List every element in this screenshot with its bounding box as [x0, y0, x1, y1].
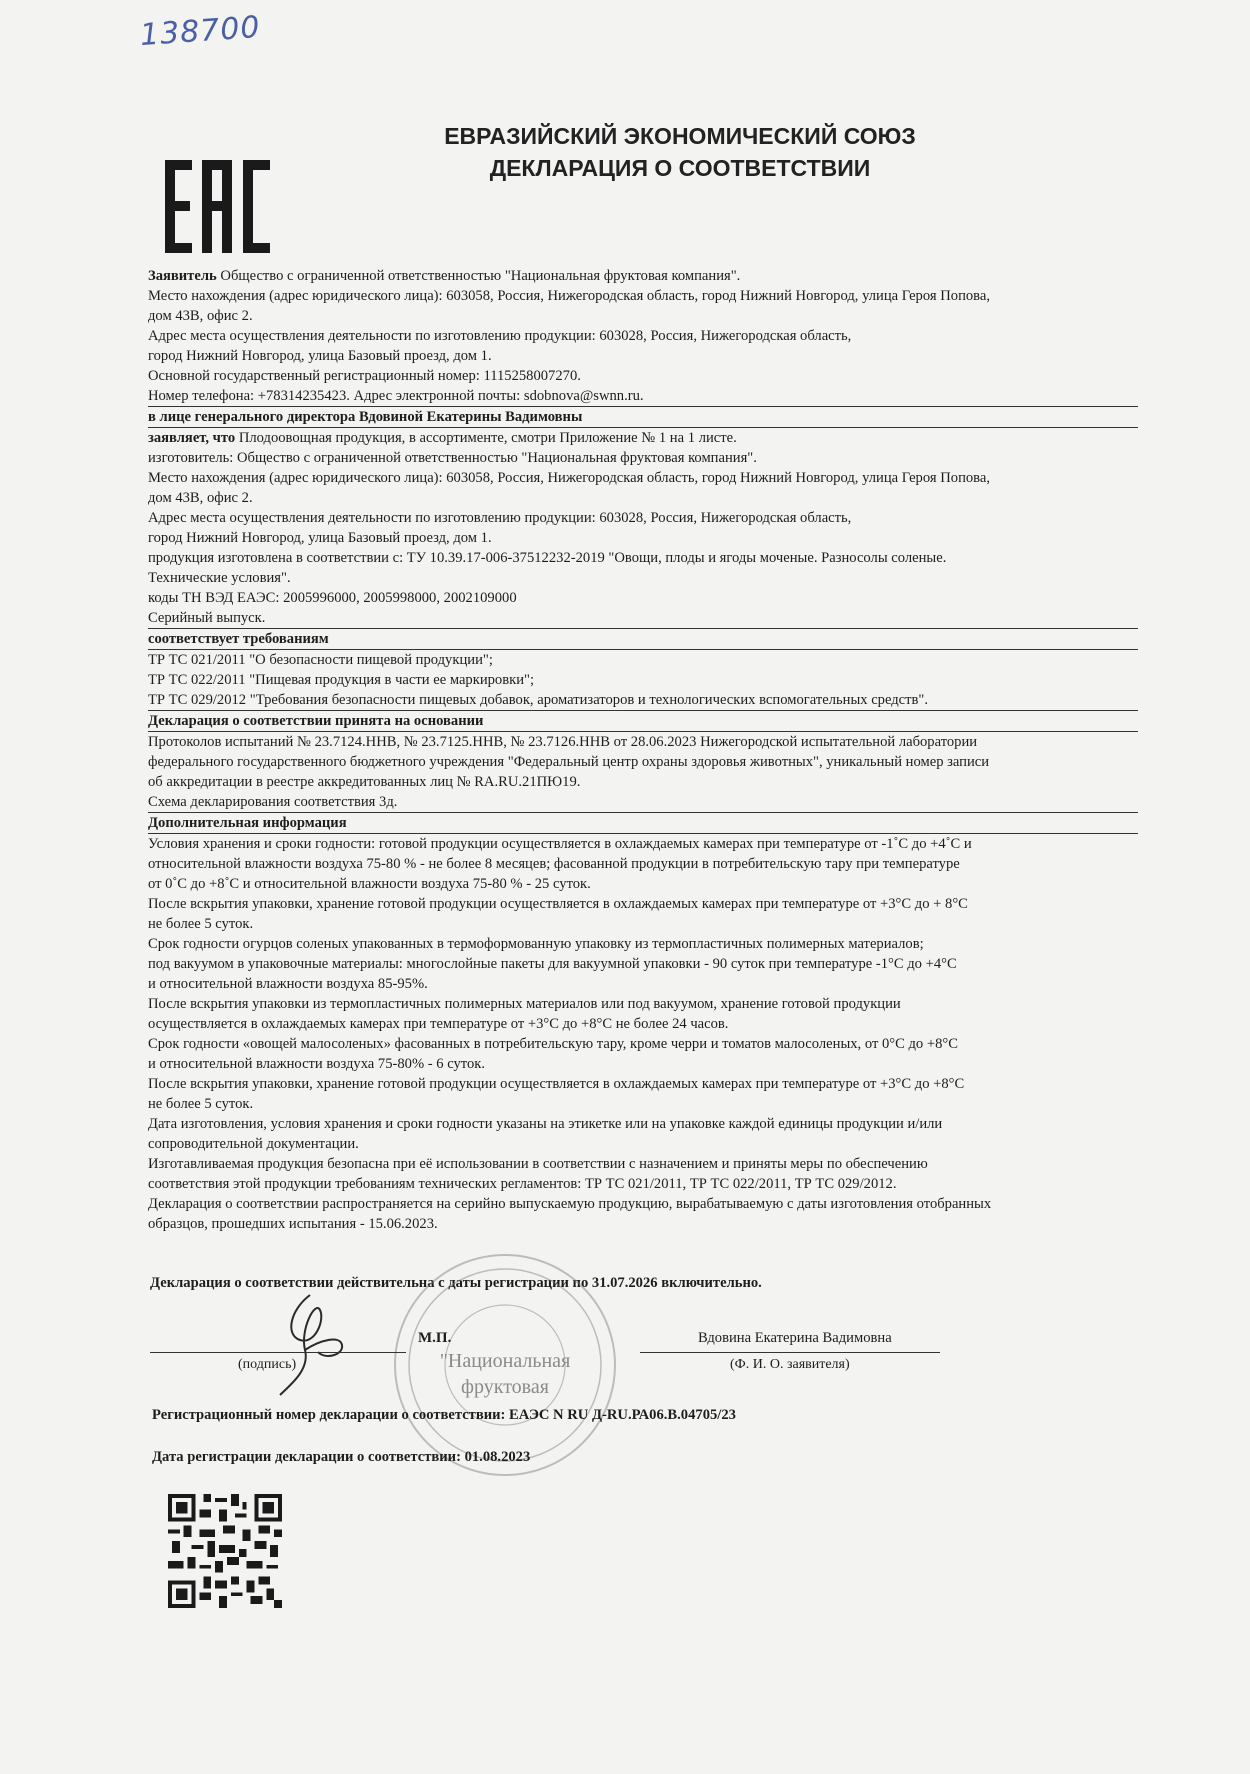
- applicant-activity-address-2: город Нижний Новгород, улица Базовый проезд, дом 1.: [148, 348, 492, 364]
- additional-info-line: сопроводительной документации.: [148, 1136, 359, 1152]
- applicant-contacts: Номер телефона: +78314235423. Адрес электронной почты: sdobnova@swnn.ru.: [148, 388, 644, 404]
- additional-info-line: соответствия этой продукции требованиям технических регламентов: ТР ТС 021/2011, ТР ТС 022/2011, ТР ТС 029/2012.: [148, 1176, 897, 1192]
- represented-by: в лице генерального директора Вдовиной Екатерины Вадимовны: [148, 406, 1138, 428]
- declaration-scheme: Схема декларирования соответствия 3д.: [148, 794, 398, 810]
- declaration-body: [148, 266, 1138, 1234]
- signature-line: [150, 1352, 406, 1353]
- declares-line: [148, 428, 1138, 448]
- manufacturer-legal-address-2: дом 43В, офис 2.: [148, 490, 253, 506]
- registration-date: Дата регистрации декларации о соответствии: 01.08.2023: [152, 1449, 531, 1465]
- additional-info-line: После вскрытия упаковки из термопластичных полимерных материалов или под вакуумом, хранение готовой продукции: [148, 996, 901, 1012]
- stamp-place-label: М.П.: [418, 1330, 452, 1346]
- manufacturer-activity-address-1: Адрес места осуществления деятельности по изготовлению продукции: 603028, Россия, Нижегородская область,: [148, 510, 852, 526]
- additional-info-line: Срок годности огурцов соленых упакованных в термоформованную упаковку из термопластичных полимерных материалов;: [148, 936, 924, 952]
- additional-info-line: относительной влажности воздуха 75-80 % - не более 8 месяцев; фасованной продукции в потребительскую тару при температуре: [148, 856, 960, 872]
- additional-info-line: После вскрытия упаковки, хранение готовой продукции осуществляется в охлаждаемых камерах при температуре от +3°С до +8°С: [148, 1076, 965, 1092]
- seal-text: [420, 1348, 590, 1400]
- declares-label: заявляет, что: [148, 430, 236, 446]
- additional-info-line: Дата изготовления, условия хранения и сроки годности указаны на этикетке или на упаковке каждой единицы продукции и/или: [148, 1116, 943, 1132]
- release-type: Серийный выпуск.: [148, 610, 266, 626]
- additional-info-line: После вскрытия упаковки, хранение готовой продукции осуществляется в охлаждаемых камерах при температуре от +3°С до + 8°С: [148, 896, 968, 912]
- requirements-heading: соответствует требованиям: [148, 628, 1138, 650]
- qr-code-icon: [168, 1494, 282, 1608]
- basis-heading: Декларация о соответствии принята на основании: [148, 710, 1138, 732]
- applicant-ogrn: Основной государственный регистрационный номер: 1115258007270.: [148, 368, 581, 384]
- applicant-activity-address-1: Адрес места осуществления деятельности по изготовлению продукции: 603028, Россия, Нижегородская область,: [148, 328, 852, 344]
- additional-info-line: Срок годности «овощей малосоленых» фасованных в потребительскую тару, кроме черри и томатов малосоленых, от 0°С до +8°С: [148, 1036, 958, 1052]
- manufacturer-legal-address-1: Место нахождения (адрес юридического лица): 603058, Россия, Нижегородская область, город Нижний Новгород, улица Героя Попова,: [148, 470, 991, 486]
- eac-logo-icon: [165, 160, 270, 253]
- additional-info-line: Декларация о соответствии распространяется на серийно выпускаемую продукцию, вырабатываемую с даты изготовления отобранных: [148, 1196, 992, 1212]
- handwritten-signature-icon: [270, 1290, 350, 1400]
- additional-info-line: и относительной влажности воздуха 85-95%.: [148, 976, 428, 992]
- requirement-item: ТР ТС 029/2012 "Требования безопасности пищевых добавок, ароматизаторов и технологических вспомогательных средств".: [148, 692, 929, 708]
- additional-info-line: и относительной влажности воздуха 75-80% - 6 суток.: [148, 1056, 486, 1072]
- document-header: [420, 120, 940, 184]
- signature-caption: (подпись): [238, 1357, 297, 1372]
- additional-info-line: не более 5 суток.: [148, 1096, 254, 1112]
- handwritten-number: 138700: [138, 9, 262, 54]
- applicant-name: Общество с ограниченной ответственностью "Национальная фруктовая компания".: [216, 268, 741, 284]
- additional-info-line: Условия хранения и сроки годности: готовой продукции осуществляется в охлаждаемых камерах при температуре от -1˚С до +4˚С и: [148, 836, 972, 852]
- applicant-name-caption: (Ф. И. О. заявителя): [730, 1357, 850, 1372]
- requirement-item: ТР ТС 021/2011 "О безопасности пищевой продукции";: [148, 652, 493, 668]
- product-standard-1: продукция изготовлена в соответствии с: ТУ 10.39.17-006-37512232-2019 "Овощи, плоды и ягоды моченые. Разносолы соленые.: [148, 550, 947, 566]
- additional-info-line: осуществляется в охлаждаемых камерах при температуре от +3°С до +8°С не более 24 часов.: [148, 1016, 729, 1032]
- registration-number: Регистрационный номер декларации о соответствии: ЕАЭС N RU Д-RU.РА06.В.04705/23: [152, 1407, 736, 1423]
- applicant-legal-address-1: Место нахождения (адрес юридического лица): 603058, Россия, Нижегородская область, город Нижний Новгород, улица Героя Попова,: [148, 288, 991, 304]
- header-union-title: ЕВРАЗИЙСКИЙ ЭКОНОМИЧЕСКИЙ СОЮЗ: [444, 123, 916, 149]
- additional-info-line: не более 5 суток.: [148, 916, 254, 932]
- basis-line-3: об аккредитации в реестре аккредитованных лиц № RA.RU.21ПЮ19.: [148, 774, 581, 790]
- applicant-label: Заявитель: [148, 268, 217, 284]
- seal-text-line: "Национальная: [439, 1350, 571, 1372]
- header-document-title: ДЕКЛАРАЦИЯ О СООТВЕТСТВИИ: [489, 155, 871, 181]
- hs-codes: коды ТН ВЭД ЕАЭС: 2005996000, 2005998000, 2002109000: [148, 590, 517, 606]
- additional-info-line: от 0˚С до +8˚С и относительной влажности воздуха 75-80 % - 25 суток.: [148, 876, 591, 892]
- additional-info-line: под вакуумом в упаковочные материалы: многослойные пакеты для вакуумной упаковки - 90 суток при температуре -1°С до +4°С: [148, 956, 957, 972]
- basis-line-2: федерального государственного бюджетного учреждения "Федеральный центр охраны здоровья животных", уникальный номер записи: [148, 754, 990, 770]
- validity-statement: Декларация о соответствии действительна с даты регистрации по 31.07.2026 включительно.: [150, 1275, 762, 1291]
- additional-info-line: Изготавливаемая продукция безопасна при её использовании в соответствии с назначением и приняты меры по обеспечению: [148, 1156, 928, 1172]
- applicant-full-name: Вдовина Екатерина Вадимовна: [698, 1330, 892, 1346]
- manufacturer-activity-address-2: город Нижний Новгород, улица Базовый проезд, дом 1.: [148, 530, 492, 546]
- product-standard-2: Технические условия".: [148, 570, 291, 586]
- applicant-line: [148, 266, 1138, 286]
- manufacturer: изготовитель: Общество с ограниченной ответственностью "Национальная фруктовая компания".: [148, 450, 757, 466]
- applicant-legal-address-2: дом 43В, офис 2.: [148, 308, 253, 324]
- seal-text-line: фруктовая: [461, 1376, 549, 1398]
- declares-product: Плодоовощная продукция, в ассортименте, смотри Приложение № 1 на 1 листе.: [235, 430, 737, 446]
- name-line: [640, 1352, 940, 1353]
- additional-info-heading: Дополнительная информация: [148, 812, 1138, 834]
- requirement-item: ТР ТС 022/2011 "Пищевая продукция в части ее маркировки";: [148, 672, 535, 688]
- basis-line-1: Протоколов испытаний № 23.7124.ННВ, № 23.7125.ННВ, № 23.7126.ННВ от 28.06.2023 Нижегородской испытательной лаборатории: [148, 734, 978, 750]
- additional-info-line: образцов, прошедших испытания - 15.06.2023.: [148, 1216, 438, 1232]
